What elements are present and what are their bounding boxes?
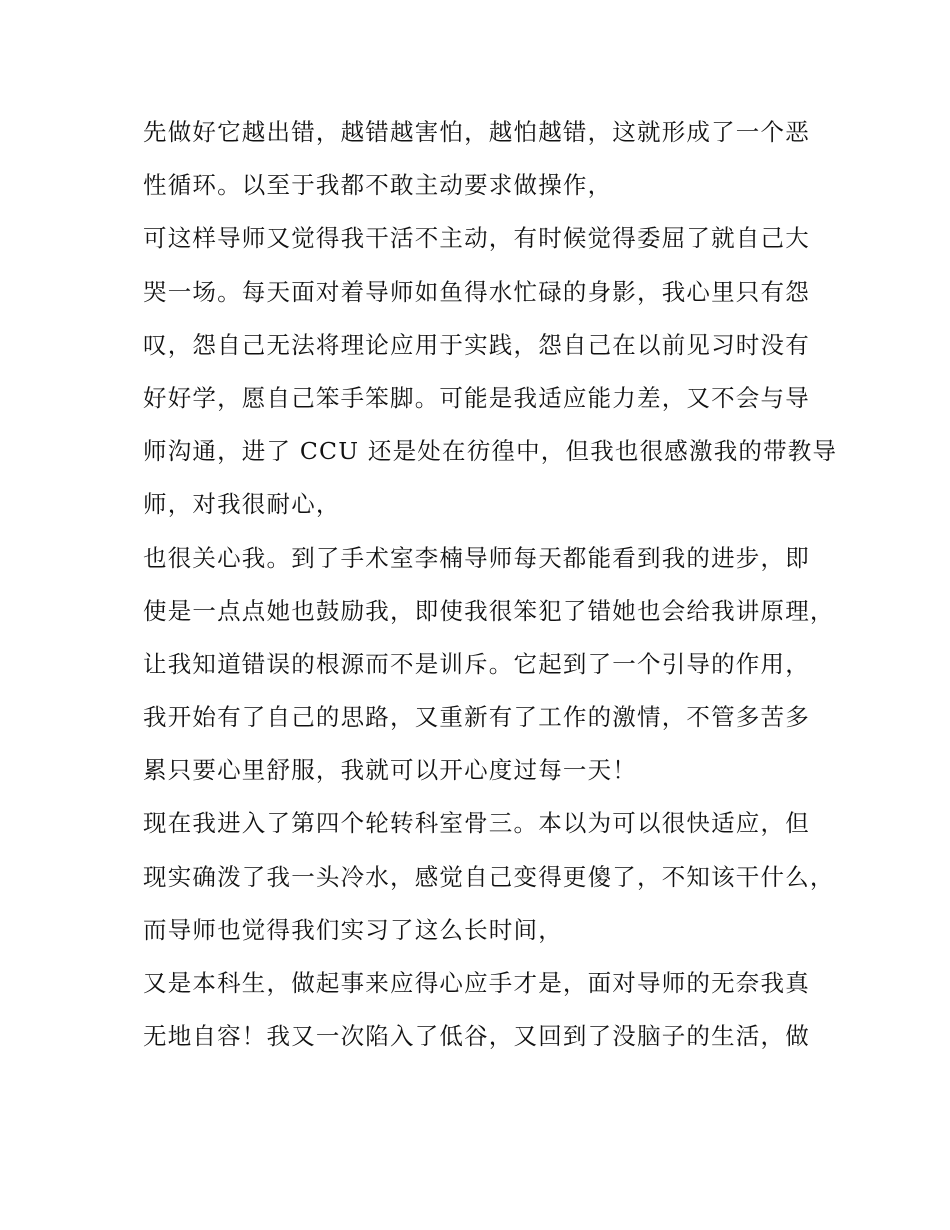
text-line: 哭一场。每天面对着导师如鱼得水忙碌的身影，我心里只有怨 bbox=[143, 277, 810, 306]
text-line: 现实确泼了我一头冷水，感觉自己变得更傻了，不知该干什么， bbox=[143, 862, 835, 891]
text-line: 可这样导师又觉得我干活不主动，有时候觉得委屈了就自己大 bbox=[143, 224, 810, 253]
text-line: 师沟通，进了 CCU 还是处在彷徨中，但我也很感激我的带教导 bbox=[143, 437, 838, 466]
text-line: 性循环。以至于我都不敢主动要求做操作， bbox=[143, 171, 613, 200]
text-line: 累只要心里舒服，我就可以开心度过每一天！ bbox=[143, 756, 637, 785]
text-line: 我开始有了自己的思路，又重新有了工作的激情，不管多苦多 bbox=[143, 703, 810, 732]
text-line: 而导师也觉得我们实习了这么长时间， bbox=[143, 915, 563, 944]
text-line: 叹，怨自己无法将理论应用于实践，怨自己在以前见习时没有 bbox=[143, 330, 810, 359]
text-line: 无地自容！我又一次陷入了低谷，又回到了没脑子的生活，做 bbox=[143, 1022, 810, 1051]
text-line: 先做好它越出错，越错越害怕，越怕越错，这就形成了一个恶 bbox=[143, 118, 810, 146]
text-line: 让我知道错误的根源而不是训斥。它起到了一个引导的作用， bbox=[143, 649, 810, 678]
text-line: 现在我进入了第四个轮转科室骨三。本以为可以很快适应，但 bbox=[143, 809, 810, 838]
text-line: 也很关心我。到了手术室李楠导师每天都能看到我的进步，即 bbox=[143, 543, 810, 572]
text-line: 又是本科生，做起事来应得心应手才是，面对导师的无奈我真 bbox=[143, 969, 810, 997]
text-line: 好好学，愿自己笨手笨脚。可能是我适应能力差，又不会与导 bbox=[143, 383, 810, 412]
text-line: 师，对我很耐心， bbox=[143, 490, 341, 519]
document-body bbox=[143, 106, 843, 1063]
text-line: 使是一点点她也鼓励我，即使我很笨犯了错她也会给我讲原理， bbox=[143, 596, 835, 625]
